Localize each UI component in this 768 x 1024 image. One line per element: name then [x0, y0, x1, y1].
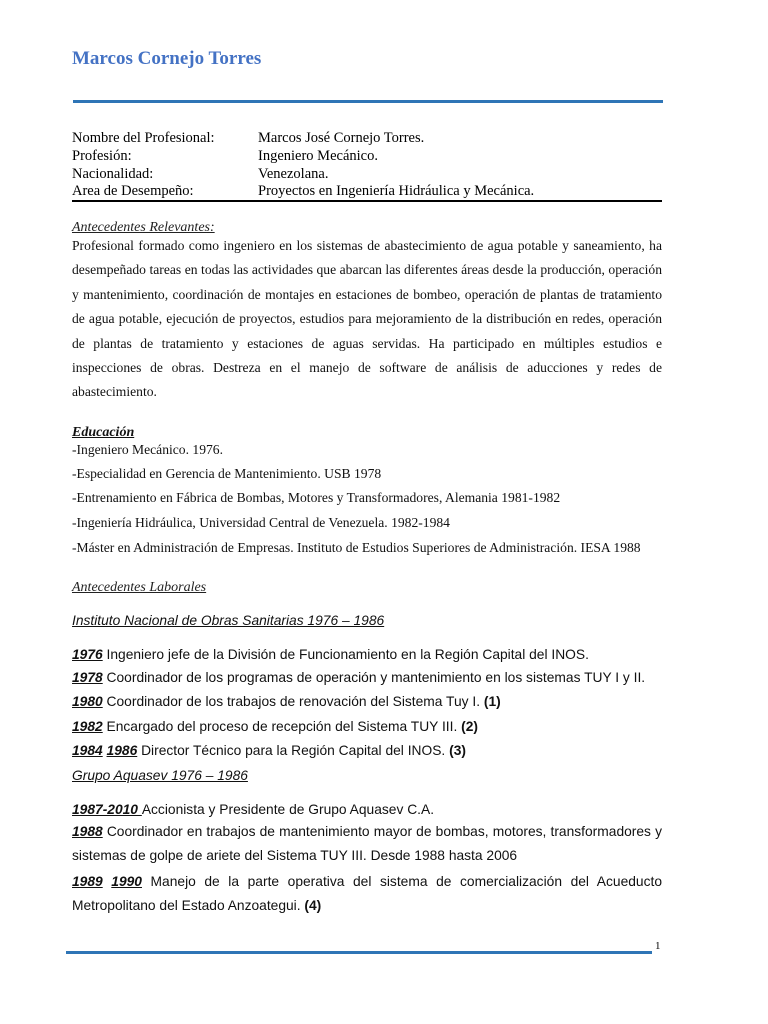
- job-reference: (2): [461, 719, 478, 734]
- job-line: [72, 669, 645, 687]
- employer-heading-aquasev: Grupo Aquasev 1976 – 1986: [72, 768, 248, 783]
- info-label: Nombre del Profesional:: [72, 130, 215, 146]
- education-item: -Especialidad en Gerencia de Mantenimiento. USB 1978: [72, 466, 382, 481]
- job-reference: (1): [483, 694, 501, 709]
- job-year: 1990: [111, 874, 142, 889]
- section-heading-laborales: Antecedentes Laborales: [72, 580, 207, 595]
- job-text: Manejo de la parte operativa del sistema de comercialización del Acueducto Metropolitano del Estado Anzoategui.: [72, 874, 662, 913]
- info-label: Nacionalidad:: [72, 166, 154, 182]
- job-year: 1982: [72, 719, 103, 734]
- header-rule: [73, 100, 663, 103]
- page-number: 1: [655, 940, 661, 952]
- job-year: 1984: [72, 743, 103, 758]
- job-text: Coordinador de los trabajos de renovación del Sistema Tuy I.: [102, 694, 484, 709]
- footer-rule: [66, 951, 652, 954]
- employer-heading-inos: Instituto Nacional de Obras Sanitarias 1976 – 1986: [72, 613, 385, 628]
- education-item: -Ingeniero Mecánico. 1976.: [72, 442, 223, 457]
- job-year: 1989: [72, 874, 103, 889]
- job-year: 1980: [72, 694, 103, 709]
- summary-paragraph: Profesional formado como ingeniero en los sistemas de abastecimiento de agua potable y saneamiento, ha desempeñado tareas en todas las actividades que abarcan las diferentes áreas desde la producción, operación y mantenimiento, coordinación de montajes en estaciones de bombeo, operación de plantas de tratamiento de agua potable, ejecución de proyectos, estudios para mejoramiento de la distribución en redes, operación de plantas de tratamiento y estaciones de aguas servidas. Ha participado en múltiples estudios e inspecciones de obras. Destreza en el manejo de software de análisis de aducciones y redes de abastecimiento.: [72, 238, 662, 400]
- info-label: Area de Desempeño:: [72, 183, 194, 199]
- info-rule: [72, 200, 662, 202]
- job-line: [72, 693, 501, 711]
- job-line: [72, 801, 434, 819]
- job-year: 1978: [72, 670, 103, 685]
- job-text: Ingeniero jefe de la División de Funcionamiento en la Región Capital del INOS.: [102, 647, 589, 662]
- info-value: Proyectos en Ingeniería Hidráulica y Mecánica.: [258, 183, 535, 199]
- job-line: [72, 742, 466, 760]
- section-heading-antecedentes: Antecedentes Relevantes:: [72, 220, 215, 235]
- info-value: Venezolana.: [258, 166, 329, 182]
- job-line: [72, 646, 589, 664]
- job-reference: (4): [304, 898, 322, 913]
- info-row-nombre: [72, 129, 424, 147]
- document-title: Marcos Cornejo Torres: [72, 48, 262, 69]
- job-text: Director Técnico para la Región Capital del INOS.: [137, 743, 450, 758]
- job-text: Accionista y Presidente de Grupo Aquasev C.A.: [141, 802, 435, 817]
- job-line: [72, 820, 662, 868]
- job-year: 1986: [106, 743, 138, 758]
- job-text: Encargado del proceso de recepción del Sistema TUY III.: [102, 719, 462, 734]
- job-line: [72, 718, 478, 736]
- education-item: -Ingeniería Hidráulica, Universidad Central de Venezuela. 1982-1984: [72, 515, 450, 530]
- info-value: Ingeniero Mecánico.: [258, 148, 378, 164]
- job-year: 1976: [72, 647, 103, 662]
- info-label: Profesión:: [72, 148, 132, 164]
- info-row-profesion: [72, 147, 378, 165]
- info-value: Marcos José Cornejo Torres.: [258, 130, 425, 146]
- info-row-nacionalidad: [72, 165, 328, 183]
- job-line: [72, 870, 662, 918]
- job-year: 1987-2010: [72, 802, 142, 817]
- section-heading-educacion: Educación: [72, 425, 135, 440]
- education-item: -Entrenamiento en Fábrica de Bombas, Motores y Transformadores, Alemania 1981-1982: [72, 490, 561, 505]
- job-reference: (3): [449, 743, 466, 758]
- info-row-area: [72, 182, 534, 200]
- job-year: 1988: [72, 824, 103, 839]
- education-item: -Máster en Administración de Empresas. Instituto de Estudios Superiores de Administración. IESA 1988: [72, 540, 641, 555]
- job-text: Coordinador de los programas de operación y mantenimiento en los sistemas TUY I y II.: [102, 670, 646, 685]
- job-text: Coordinador en trabajos de mantenimiento mayor de bombas, motores, transformadores y sistemas de golpe de ariete del Sistema TUY III. Desde 1988 hasta 2006: [72, 824, 662, 863]
